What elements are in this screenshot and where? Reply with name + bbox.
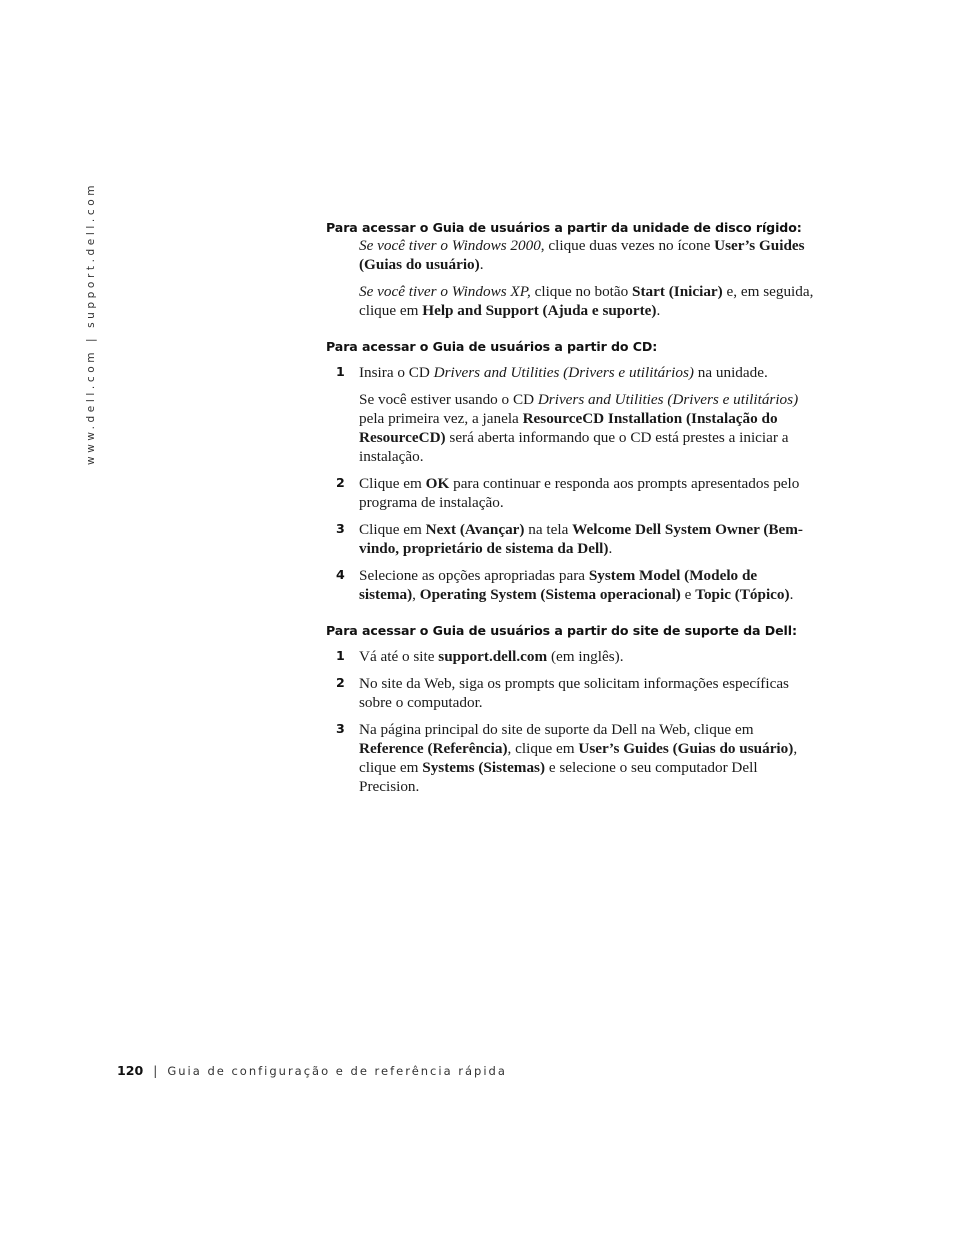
text: Na página principal do site de suporte da Dell na Web, clique em xyxy=(359,721,754,738)
paragraph-windows-xp xyxy=(359,282,816,320)
text: Insira o CD xyxy=(359,364,434,381)
text-italic: Se você tiver o Windows XP, xyxy=(359,283,531,300)
text: , xyxy=(412,586,420,603)
step-continuation xyxy=(359,390,816,466)
text: , clique em xyxy=(507,740,579,757)
text-bold: Welcome Dell System Owner (Bem-vindo, proprietário de sistema da Dell) xyxy=(359,521,803,557)
text: pela primeira vez, a janela xyxy=(359,410,523,427)
footer-separator: | xyxy=(153,1064,158,1078)
text-bold: ResourceCD Installation (Instalação do ResourceCD) xyxy=(359,410,778,446)
step-text xyxy=(359,720,816,796)
text: Clique em xyxy=(359,475,426,492)
main-content xyxy=(326,220,816,804)
list-item xyxy=(326,647,816,666)
text-bold: Topic (Tópico) xyxy=(695,586,790,603)
paragraph-windows-2000 xyxy=(359,236,816,274)
text: na unidade. xyxy=(693,364,768,381)
text: será aberta informando que o CD está prestes a iniciar a instalação. xyxy=(359,429,789,465)
step-text xyxy=(359,363,816,382)
sidebar-url-text: www.dell.com | support.dell.com xyxy=(85,181,97,465)
list-item xyxy=(326,566,816,604)
sidebar-url xyxy=(82,181,102,470)
page-number: 120 xyxy=(117,1063,144,1078)
footer-title: Guia de configuração e de referência rápida xyxy=(167,1064,507,1078)
text: clique no botão xyxy=(530,283,633,300)
list-item xyxy=(326,520,816,558)
text: e, em seguida, clique em xyxy=(359,283,814,319)
text: . xyxy=(656,302,661,319)
list-item xyxy=(326,720,816,796)
page-footer xyxy=(117,1062,507,1080)
support-link[interactable]: support.dell.com xyxy=(438,648,548,665)
text: e selecione o seu computador Dell Precision. xyxy=(359,759,758,795)
text: , clique duas vezes no ícone xyxy=(540,237,715,254)
list-item xyxy=(326,363,816,466)
text: Clique em xyxy=(359,521,426,538)
text: . xyxy=(479,256,484,273)
section-heading-support-site: Para acessar o Guia de usuários a partir do site de suporte da Dell: xyxy=(326,623,797,638)
text-bold: Start (Iniciar) xyxy=(632,283,723,300)
text: . xyxy=(608,540,613,557)
text: Selecione as opções apropriadas para xyxy=(359,567,589,584)
step-text xyxy=(359,566,816,604)
text-bold: OK xyxy=(425,475,450,492)
section-heading-cd: Para acessar o Guia de usuários a partir do CD: xyxy=(326,339,658,354)
text: No site da Web, siga os prompts que solicitam informações específicas sobre o computador. xyxy=(359,675,789,711)
text-bold: Operating System (Sistema operacional) xyxy=(419,586,681,603)
text-bold: User’s Guides (Guias do usuário) xyxy=(578,740,794,757)
text: Vá até o site xyxy=(359,648,439,665)
step-number: 2 xyxy=(336,475,345,490)
text-bold: User’s Guides (Guias do usuário) xyxy=(359,237,805,273)
text-bold: Next (Avançar) xyxy=(425,521,525,538)
step-number: 1 xyxy=(336,364,345,379)
step-text xyxy=(359,647,816,666)
step-text xyxy=(359,474,816,512)
text: na tela xyxy=(524,521,573,538)
text-bold: Help and Support (Ajuda e suporte) xyxy=(422,302,657,319)
text-italic: Drivers and Utilities (Drivers e utilitários) xyxy=(433,364,694,381)
text: Se você estiver usando o CD xyxy=(359,391,538,408)
step-text xyxy=(359,674,816,712)
text-italic: Se você tiver o Windows 2000 xyxy=(359,237,541,254)
text: , clique em xyxy=(359,740,798,776)
text: (em inglês). xyxy=(547,648,624,665)
text-bold: Reference (Referência) xyxy=(359,740,508,757)
section-heading-hard-drive: Para acessar o Guia de usuários a partir da unidade de disco rígido: xyxy=(326,220,802,235)
step-number: 3 xyxy=(336,521,345,536)
step-number: 4 xyxy=(336,567,345,582)
text: . xyxy=(789,586,794,603)
step-number: 2 xyxy=(336,675,345,690)
text: e xyxy=(680,586,696,603)
step-number: 1 xyxy=(336,648,345,663)
step-text xyxy=(359,520,816,558)
text: para continuar e responda aos prompts apresentados pelo programa de instalação. xyxy=(359,475,800,511)
text-bold: Systems (Sistemas) xyxy=(422,759,546,776)
step-number: 3 xyxy=(336,721,345,736)
list-item xyxy=(326,474,816,512)
text-italic: Drivers and Utilities (Drivers e utilitários) xyxy=(537,391,799,408)
list-item xyxy=(326,674,816,712)
text-bold: System Model (Modelo de sistema) xyxy=(359,567,758,603)
